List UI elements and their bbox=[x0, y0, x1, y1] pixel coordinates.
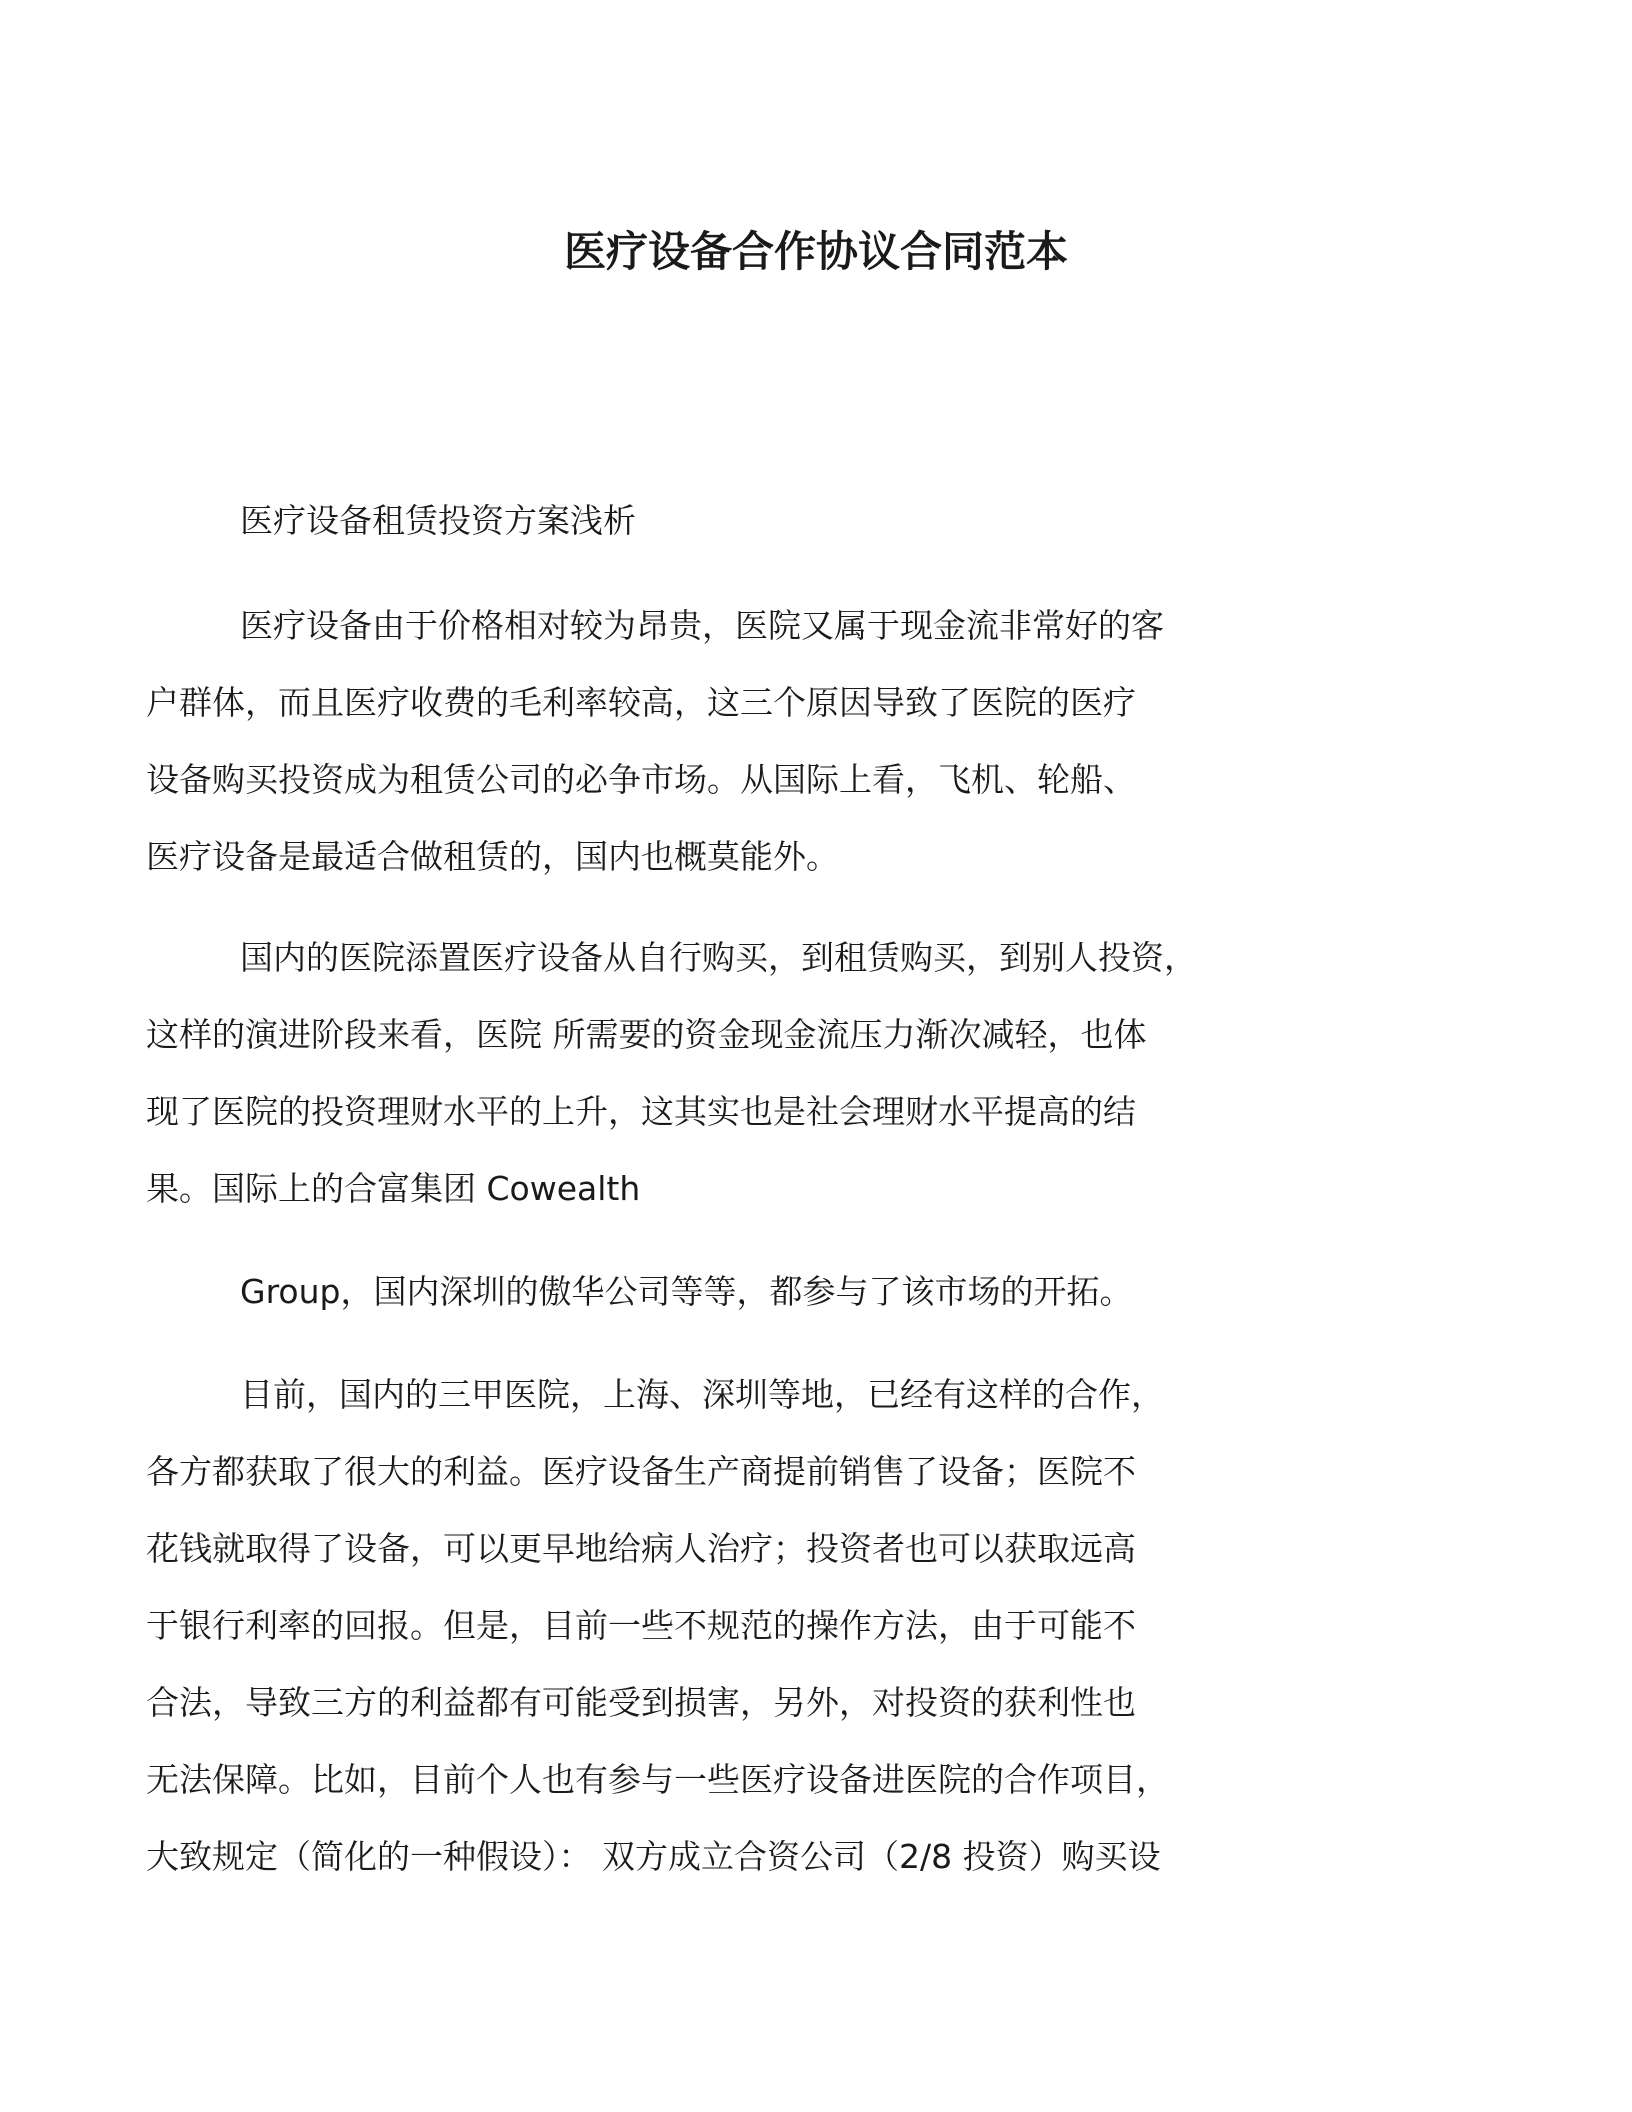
paragraph-line: 花钱就取得了设备，可以更早地给病人治疗；投资者也可以获取远高 bbox=[146, 1529, 1136, 1568]
paragraph-line: 大致规定（简化的一种假设）： 双方成立合资公司（2/8 投资）购买设 bbox=[146, 1837, 1161, 1876]
paragraph-line: 无法保障。比如，目前个人也有参与一些医疗设备进医院的合作项目， bbox=[146, 1760, 1169, 1799]
paragraph-line: 于银行利率的回报。但是，目前一些不规范的操作方法，由于可能不 bbox=[146, 1606, 1136, 1645]
paragraph-line: 现了医院的投资理财水平的上升，这其实也是社会理财水平提高的结 bbox=[146, 1092, 1136, 1131]
paragraph-line: 合法，导致三方的利益都有可能受到损害，另外，对投资的获利性也 bbox=[146, 1683, 1136, 1722]
paragraph-2 bbox=[146, 919, 1400, 1227]
section-heading bbox=[240, 482, 1400, 559]
paragraph-line: 医疗设备是最适合做租赁的，国内也概莫能外。 bbox=[146, 837, 839, 876]
paragraph-3 bbox=[240, 1253, 1400, 1330]
paragraph-1 bbox=[146, 587, 1400, 895]
document-title: 医疗设备合作协议合同范本 bbox=[563, 227, 1068, 276]
paragraph-line: 各方都获取了很大的利益。医疗设备生产商提前销售了设备；医院不 bbox=[146, 1452, 1136, 1491]
paragraph-line: 目前，国内的三甲医院，上海、深圳等地，已经有这样的合作， bbox=[240, 1375, 1164, 1414]
paragraph-line: 果。国际上的合富集团 Cowealth bbox=[146, 1169, 641, 1208]
paragraph-line: 户群体，而且医疗收费的毛利率较高，这三个原因导致了医院的医疗 bbox=[146, 683, 1136, 722]
paragraph-line: 这样的演进阶段来看，医院 所需要的资金现金流压力渐次减轻，也体 bbox=[146, 1015, 1147, 1054]
paragraph-line: 医疗设备由于价格相对较为昂贵，医院又属于现金流非常好的客 bbox=[240, 606, 1164, 645]
section-heading-text: 医疗设备租赁投资方案浅析 bbox=[240, 501, 636, 540]
paragraph-line: Group，国内深圳的傲华公司等等，都参与了该市场的开拓。 bbox=[240, 1272, 1133, 1311]
paragraph-line: 设备购买投资成为租赁公司的必争市场。从国际上看，飞机、轮船、 bbox=[146, 760, 1136, 799]
paragraph-4 bbox=[146, 1356, 1400, 1895]
paragraph-line: 国内的医院添置医疗设备从自行购买，到租赁购买，到别人投资， bbox=[240, 938, 1197, 977]
